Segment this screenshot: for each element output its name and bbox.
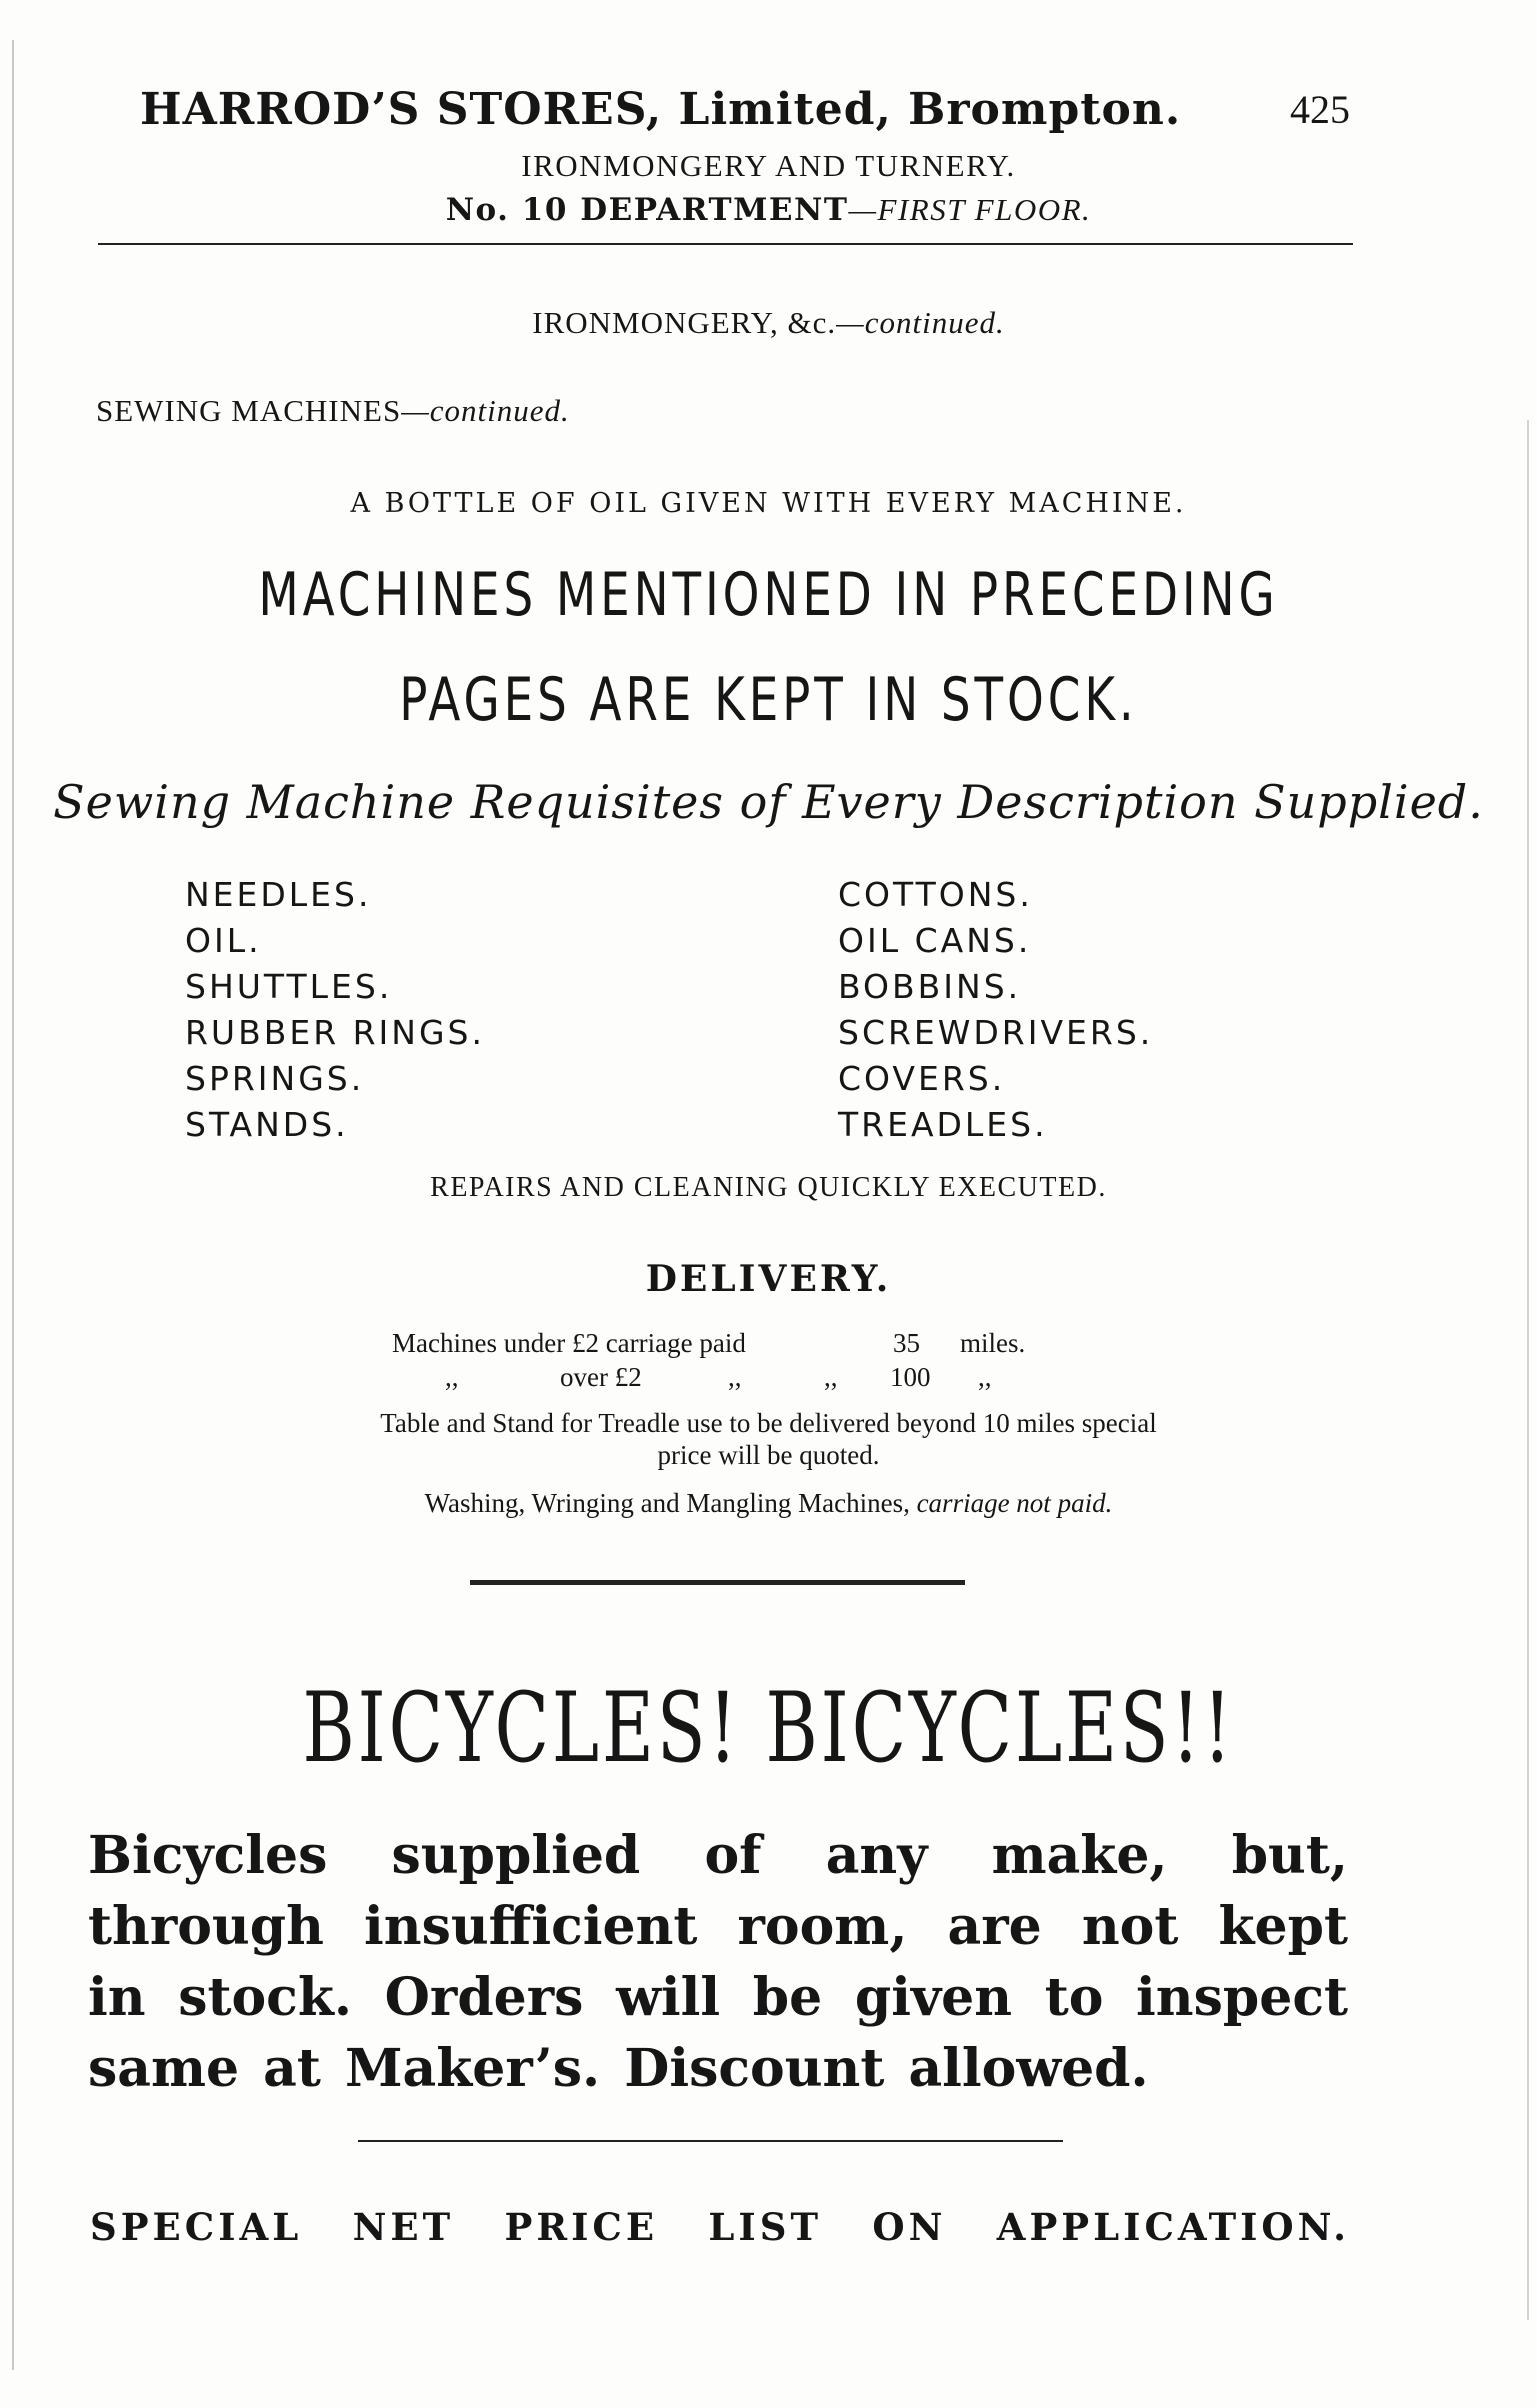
list-item: COTTONS.: [838, 875, 1033, 914]
page-edge-right: [1527, 420, 1529, 2320]
list-item: STANDS.: [185, 1105, 349, 1144]
delivery-heading: DELIVERY.: [645, 1258, 892, 1300]
list-item: TREADLES.: [838, 1105, 1048, 1144]
delivery-miles-under: 35: [893, 1328, 920, 1358]
bicycles-title: BICYCLES! BICYCLES!!: [302, 1672, 1235, 1784]
list-item: RUBBER RINGS.: [185, 1013, 485, 1052]
department-line: [0, 192, 1537, 228]
list-item: SPRINGS.: [185, 1059, 365, 1098]
delivery-row-under: Machines under £2 carriage paid: [392, 1328, 746, 1358]
repairs-notice: REPAIRS AND CLEANING QUICKLY EXECUTED.: [430, 1172, 1107, 1203]
subsection-heading-main: SEWING MACHINES: [96, 393, 402, 428]
subsection-heading: [96, 393, 570, 429]
washing-machines-text: Washing, Wringing and Mangling Machines,: [424, 1488, 910, 1518]
subsection-heading-continued: —continued.: [401, 393, 570, 428]
section-heading: [0, 305, 1537, 341]
section-heading-continued: —continued.: [836, 305, 1005, 340]
washing-machines-carriage: carriage not paid.: [916, 1488, 1113, 1518]
delivery-ditto: ,,: [824, 1362, 838, 1392]
list-item: SHUTTLES.: [185, 967, 393, 1006]
section-heading-main: IRONMONGERY, &c.: [532, 305, 837, 340]
oil-notice: A BOTTLE OF OIL GIVEN WITH EVERY MACHINE.: [350, 488, 1187, 519]
list-item: COVERS.: [838, 1059, 1006, 1098]
department-number: No. 10 DEPARTMENT: [445, 192, 849, 228]
washing-machines-note: [0, 1488, 1537, 1519]
section-divider: [470, 1580, 965, 1585]
delivery-miles-over: 100: [890, 1362, 931, 1392]
store-name: HARROD’S STORES, Limited, Brompton.: [140, 84, 1182, 135]
requisites-list-left: [185, 872, 485, 1148]
stock-notice-line-2: PAGES ARE KEPT IN STOCK.: [399, 665, 1138, 735]
delivery-ditto: ,,: [978, 1362, 992, 1392]
table-stand-delivery-line-2: price will be quoted.: [657, 1440, 880, 1470]
list-item: NEEDLES.: [185, 875, 372, 914]
page-edge-left: [12, 40, 14, 2370]
price-list-notice: SPECIAL NET PRICE LIST ON APPLICATION.: [90, 2205, 1350, 2249]
requisites-list-right: [838, 872, 1153, 1148]
delivery-ditto: ,,: [728, 1362, 742, 1392]
header-rule: [98, 243, 1353, 245]
list-item: SCREWDRIVERS.: [838, 1013, 1154, 1052]
delivery-miles-unit: miles.: [960, 1328, 1026, 1358]
stock-notice-line-1: MACHINES MENTIONED IN PRECEDING: [258, 560, 1279, 630]
list-item: OIL.: [185, 921, 262, 960]
table-stand-delivery-line-1: Table and Stand for Treadle use to be delivered beyond 10 miles special: [380, 1408, 1157, 1438]
list-item: OIL CANS.: [838, 921, 1032, 960]
page-number: 425: [1290, 87, 1350, 132]
department-floor: —FIRST FLOOR.: [848, 192, 1092, 227]
footer-rule: [358, 2140, 1063, 2142]
list-item: BOBBINS.: [838, 967, 1022, 1006]
delivery-ditto: ,,: [445, 1362, 459, 1392]
delivery-row-over: over £2: [560, 1362, 642, 1392]
department-subtitle: IRONMONGERY AND TURNERY.: [521, 148, 1016, 183]
requisites-heading: Sewing Machine Requisites of Every Description Supplied.: [53, 775, 1484, 829]
bicycles-paragraph: Bicycles supplied of any make, but, through insufficient room, are not kept in stock. Orders will be given to inspect same at Maker’s. Discount allowed.: [88, 1825, 1348, 2099]
